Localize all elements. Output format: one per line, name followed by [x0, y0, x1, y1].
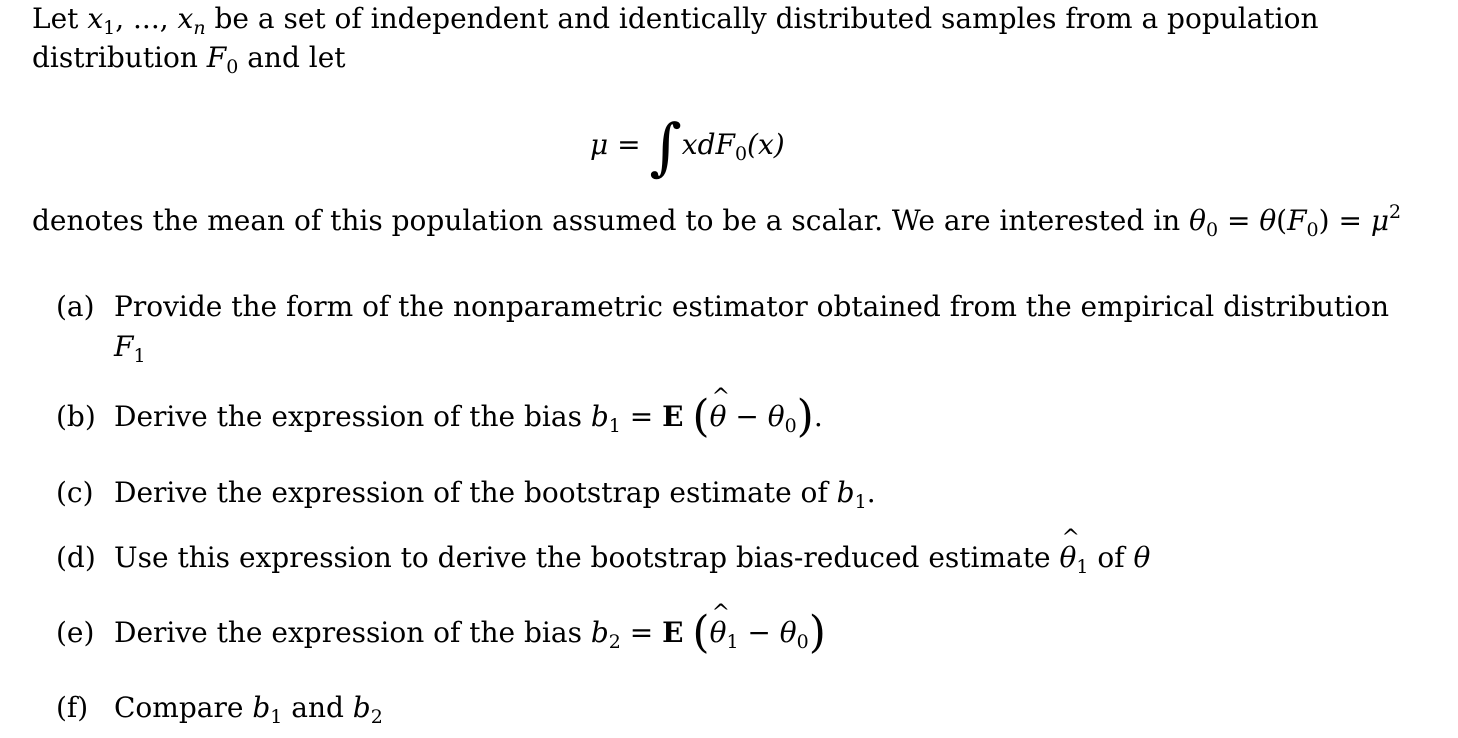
equals: =	[620, 616, 663, 649]
F1: $F_1$	[114, 330, 146, 367]
text: denotes the mean of this population assumed to be a scalar. We are interested in	[32, 204, 1190, 237]
integrand-arg: (x)	[747, 128, 785, 161]
item-text: Compare	[114, 691, 253, 724]
text: , ...,	[115, 2, 178, 35]
item-label: (e)	[56, 616, 95, 649]
mu-symbol: μ	[590, 128, 609, 161]
period: .	[813, 400, 823, 433]
paren: )	[808, 607, 826, 658]
math-xn: $x_n$	[177, 2, 206, 39]
item-b	[56, 391, 823, 442]
theta0: $\theta_0$	[779, 616, 809, 653]
intro-line-2	[32, 41, 346, 78]
F0: $F_0$	[1287, 204, 1319, 241]
minus: −	[726, 400, 768, 433]
theta1-hat: ^ $\theta_1$	[1059, 541, 1088, 574]
item-label: (f)	[56, 691, 89, 724]
expectation-symbol: E	[662, 400, 684, 433]
expectation-symbol: E	[662, 616, 684, 649]
integrand: xdF$_0$	[681, 128, 748, 165]
text: and let	[238, 41, 346, 74]
math-F0: $F_0$	[206, 41, 239, 78]
item-text: Derive the expression of the bootstrap estimate of	[114, 476, 837, 509]
minus: −	[738, 616, 780, 649]
item-label: (b)	[56, 400, 96, 433]
integral-symbol: ∫	[649, 110, 682, 183]
b1: $b_1$	[590, 400, 621, 437]
b2: $b_2$	[590, 616, 621, 653]
theta1-hat: ^ $\theta_1$	[710, 616, 739, 649]
theta-hat: ^ θ	[710, 400, 727, 433]
b2: $b_2$	[352, 691, 383, 728]
theta: θ	[1259, 204, 1277, 237]
equals: =	[1329, 204, 1371, 237]
item-label: (c)	[56, 476, 94, 509]
text: be a set of independent and identically distributed samples from a population	[205, 2, 1319, 35]
item-text: Derive the expression of the bias	[114, 616, 591, 649]
text: distribution	[32, 41, 207, 74]
equals: =	[1218, 204, 1260, 237]
display-equation	[590, 110, 785, 183]
item-label: (d)	[56, 541, 96, 574]
paren: )	[796, 391, 814, 442]
text: and	[282, 691, 353, 724]
description-line	[32, 201, 1402, 241]
paren: (	[1276, 204, 1288, 237]
item-d	[56, 541, 1151, 578]
theta0: $\theta_0$	[767, 400, 797, 437]
b1: $b_1$	[252, 691, 283, 728]
math-x: $x_1$	[87, 2, 116, 39]
paren: (	[692, 391, 710, 442]
b1: $b_1$	[836, 476, 867, 513]
equals: =	[620, 400, 663, 433]
item-label: (a)	[56, 290, 95, 323]
period: .	[866, 476, 876, 509]
intro-line-1	[32, 2, 1319, 39]
mu-squared: $\mu^2$	[1370, 201, 1402, 237]
item-text: Derive the expression of the bias	[114, 400, 591, 433]
text: Let	[32, 2, 88, 35]
item-f	[56, 691, 383, 728]
theta0: $\theta_0$	[1189, 204, 1219, 241]
item-text: Provide the form of the nonparametric estimator obtained from the empirical distribution	[114, 290, 1390, 323]
paren: (	[692, 607, 710, 658]
item-a	[56, 290, 1389, 323]
equals: =	[608, 128, 650, 161]
item-a-cont	[114, 330, 146, 367]
text: of	[1088, 541, 1134, 574]
theta: θ	[1133, 541, 1151, 574]
item-c	[56, 476, 876, 513]
item-e	[56, 607, 826, 658]
paren: )	[1318, 204, 1330, 237]
item-text: Use this expression to derive the bootstrap bias-reduced estimate	[114, 541, 1060, 574]
